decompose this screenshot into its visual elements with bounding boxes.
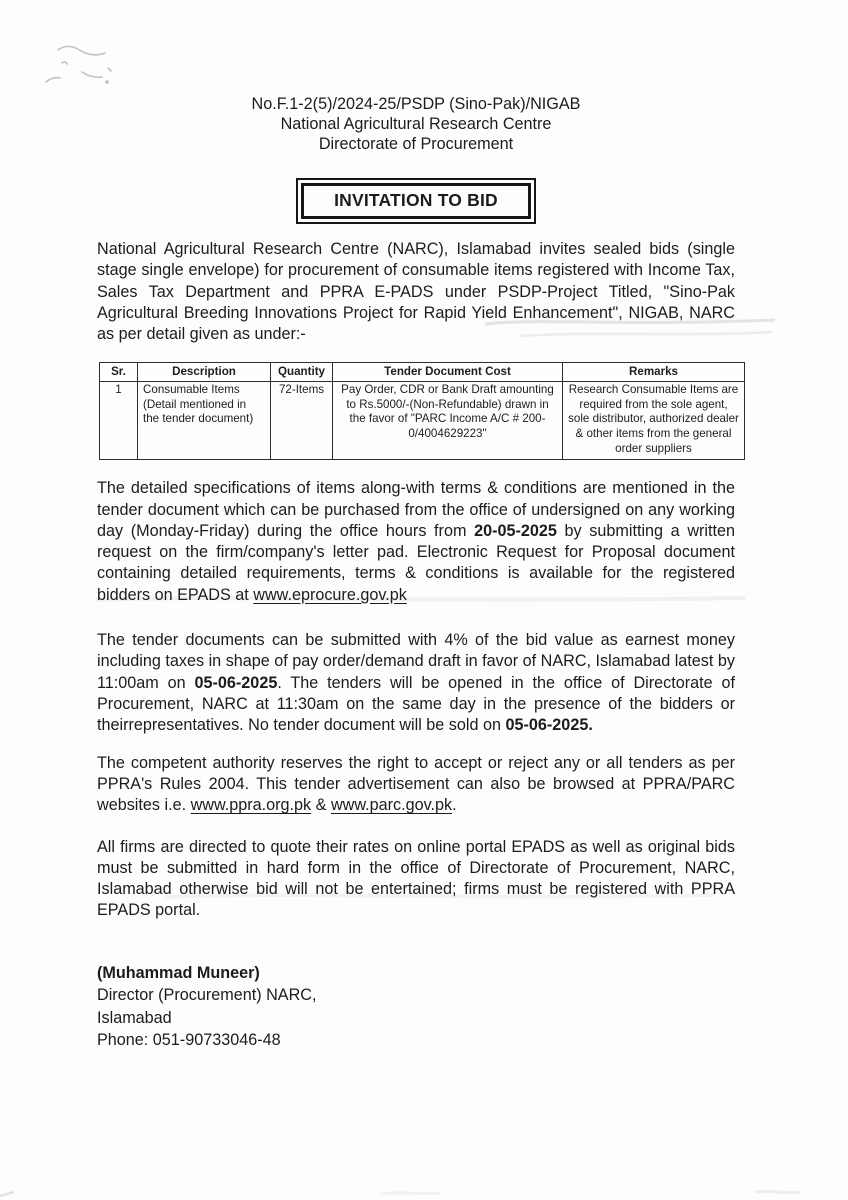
table-row bbox=[100, 382, 745, 460]
document-content bbox=[97, 94, 739, 1052]
text-segment: The detailed specifications of items along-with terms & conditions are mentioned in the tender document which can be purchased from the office of undersigned on any working day (Monday-Friday) during the office hours from bbox=[97, 479, 735, 540]
bold-text: 20-05-2025 bbox=[474, 521, 557, 540]
signatory-city: Islamabad bbox=[97, 1008, 172, 1027]
link-parc[interactable]: www.parc.gov.pk bbox=[330, 796, 453, 815]
invitation-banner-wrap bbox=[97, 178, 735, 224]
tender-table bbox=[99, 362, 745, 461]
authority-paragraph bbox=[97, 753, 735, 817]
invitation-banner-inner bbox=[301, 183, 531, 219]
organization-name: National Agricultural Research Centre bbox=[280, 115, 552, 133]
cell-sr: 1 bbox=[100, 382, 138, 460]
handwritten-scribble bbox=[38, 36, 128, 98]
link-ppra[interactable]: www.ppra.org.pk bbox=[190, 796, 312, 815]
col-header-cost: Tender Document Cost bbox=[333, 362, 563, 382]
department-name: Directorate of Procurement bbox=[318, 135, 514, 153]
banner-title: INVITATION TO BID bbox=[334, 190, 498, 210]
document-header bbox=[97, 94, 735, 154]
tender-document-paragraph bbox=[97, 478, 735, 606]
cell-cost: Pay Order, CDR or Bank Draft amounting to Rs.5000/-(Non-Refundable) drawn in the favor of "PARC Income A/C # 200-0/4004629223" bbox=[333, 382, 563, 460]
cell-remarks: Research Consumable Items are required from the sole agent, sole distributor, authorized dealer & other items from the general order suppliers bbox=[563, 382, 745, 460]
text-segment: National Agricultural Research Centre (NARC), Islamabad invites sealed bids (single stage single envelope) for procurement of consumable items registered with Income Tax, Sales Tax Department and PPRA E-PADS under PSDP-Project Titled, "Sino-Pak Agricultural Breeding Innovations Project for Rapid Yield Enhancement", NIGAB, NARC as per detail given as under:- bbox=[97, 240, 735, 344]
epads-paragraph bbox=[97, 837, 735, 922]
signatory-title: Director (Procurement) NARC, bbox=[97, 986, 317, 1005]
link-eprocure[interactable]: www.eprocure.gov.pk bbox=[253, 585, 407, 604]
bold-text: 05-06-2025. bbox=[505, 716, 593, 735]
signature-block bbox=[97, 962, 735, 1052]
text-segment: The tender documents can be submitted with 4% of the bid value as earnest money including taxes in shape of pay order/demand draft in favor of NARC, Islamabad latest by 11:00am on bbox=[97, 631, 735, 692]
col-header-description: Description bbox=[138, 362, 271, 382]
bold-text: 05-06-2025 bbox=[194, 673, 278, 692]
col-header-quantity: Quantity bbox=[271, 362, 333, 382]
text-segment: . The tenders will be opened in the office of Directorate of Procurement, NARC at 11:30am on the same day in the presence of the bidders or theirrepresentatives. No tender document will be sold on bbox=[97, 673, 735, 735]
scan-artifact-bottom-edge bbox=[0, 1184, 848, 1200]
text-segment: The competent authority reserves the right to accept or reject any or all tenders as per PPRA's Rules 2004. This tender advertisement can also be browsed at PPRA/PARC websites i.e. bbox=[97, 753, 735, 815]
signatory-name: (Muhammad Muneer) bbox=[97, 963, 260, 982]
scribble-dot bbox=[105, 80, 109, 84]
col-header-sr: Sr. bbox=[100, 362, 138, 382]
text-segment: & bbox=[311, 796, 331, 815]
invitation-banner bbox=[296, 178, 536, 224]
text-segment: . bbox=[452, 796, 457, 815]
text-segment: All firms are directed to quote their rates on online portal EPADS as well as original bids must be submitted in hard form in the office of Directorate of Procurement, NARC, Islamabad otherwise bid will not be entertained; firms must be registered with PPRA EPADS portal. bbox=[97, 837, 735, 920]
text-segment: by submitting a written request on the firm/company's letter pad. Electronic Request for Proposal document containing detailed requirements, terms & conditions is available for the registered bidders on EPADS at bbox=[97, 521, 735, 604]
signatory-phone: Phone: 051-90733046-48 bbox=[97, 1031, 281, 1050]
intro-paragraph bbox=[97, 239, 735, 345]
cell-quantity: 72-Items bbox=[271, 382, 333, 460]
reference-number: No.F.1-2(5)/2024-25/PSDP (Sino-Pak)/NIGAB bbox=[251, 95, 581, 113]
submission-paragraph bbox=[97, 630, 735, 736]
cell-description: Consumable Items (Detail mentioned in the tender document) bbox=[138, 382, 271, 460]
col-header-remarks: Remarks bbox=[563, 362, 745, 382]
tender-table-header bbox=[100, 362, 745, 382]
